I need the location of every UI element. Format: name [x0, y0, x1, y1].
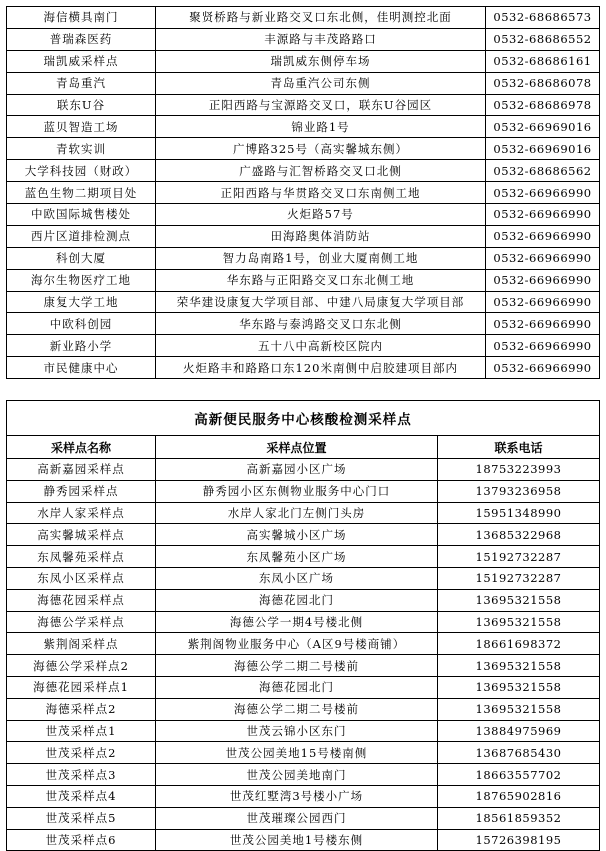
table-title-row	[7, 401, 600, 436]
cell-name: 静秀园采样点	[7, 480, 156, 502]
cell-phone: 15192732287	[438, 567, 600, 589]
cell-phone: 18561859352	[438, 807, 600, 829]
cell-name: 海尔生物医疗工地	[7, 269, 156, 291]
cell-phone: 0532-68686978	[486, 94, 600, 116]
cell-phone: 0532-66966990	[486, 291, 600, 313]
cell-name: 高新嘉园采样点	[7, 459, 156, 481]
cell-name: 世茂采样点6	[7, 829, 156, 851]
table-title: 高新便民服务中心核酸检测采样点	[7, 401, 600, 436]
cell-name: 世茂采样点5	[7, 807, 156, 829]
table-row	[7, 291, 600, 313]
cell-phone: 18753223993	[438, 459, 600, 481]
table-row	[7, 742, 600, 764]
cell-location: 世茂公园美地1号楼东侧	[156, 829, 438, 851]
cell-location: 五十八中高新校区院内	[156, 335, 486, 357]
cell-phone: 18765902816	[438, 785, 600, 807]
table-row	[7, 567, 600, 589]
cell-name: 西片区道排检测点	[7, 225, 156, 247]
cell-location: 海德公学二期二号楼前	[156, 655, 438, 677]
table-row	[7, 247, 600, 269]
cell-name: 科创大厦	[7, 247, 156, 269]
table-row	[7, 698, 600, 720]
cell-phone: 18663557702	[438, 764, 600, 786]
cell-name: 中欧国际城售楼处	[7, 204, 156, 226]
cell-location: 青岛重汽公司东侧	[156, 72, 486, 94]
header-location: 采样点位置	[156, 436, 438, 459]
cell-name: 世茂采样点1	[7, 720, 156, 742]
table-row	[7, 524, 600, 546]
cell-phone: 13695321558	[438, 611, 600, 633]
table-header-row	[7, 436, 600, 459]
cell-location: 聚贤桥路与新业路交叉口东北侧，佳明测控北面	[156, 7, 486, 29]
cell-location: 静秀园小区东侧物业服务中心门口	[156, 480, 438, 502]
table-row	[7, 807, 600, 829]
table-row	[7, 633, 600, 655]
cell-phone: 13793236958	[438, 480, 600, 502]
cell-name: 世茂采样点4	[7, 785, 156, 807]
cell-name: 海德公学采样点	[7, 611, 156, 633]
cell-phone: 0532-66966990	[486, 313, 600, 335]
table-row	[7, 269, 600, 291]
cell-name: 水岸人家采样点	[7, 502, 156, 524]
table-row	[7, 546, 600, 568]
cell-name: 东凤馨苑采样点	[7, 546, 156, 568]
cell-location: 荣华建设康复大学项目部、中建八局康复大学项目部	[156, 291, 486, 313]
cell-phone: 18661698372	[438, 633, 600, 655]
cell-location: 世茂公园美地15号楼南侧	[156, 742, 438, 764]
table-row	[7, 50, 600, 72]
cell-phone: 0532-66969016	[486, 116, 600, 138]
cell-location: 广博路325号（高实馨城东侧）	[156, 138, 486, 160]
sampling-points-table-1	[6, 6, 600, 379]
cell-phone: 15192732287	[438, 546, 600, 568]
table-row	[7, 335, 600, 357]
cell-name: 海德花园采样点	[7, 589, 156, 611]
cell-name: 海德公学采样点2	[7, 655, 156, 677]
table-row	[7, 720, 600, 742]
table-row	[7, 313, 600, 335]
cell-location: 正阳西路与宝源路交叉口，联东U谷园区	[156, 94, 486, 116]
table-row	[7, 785, 600, 807]
cell-name: 市民健康中心	[7, 357, 156, 379]
cell-name: 世茂采样点3	[7, 764, 156, 786]
cell-phone: 0532-66969016	[486, 138, 600, 160]
table-row	[7, 655, 600, 677]
table-row	[7, 204, 600, 226]
cell-location: 世茂璀璨公园西门	[156, 807, 438, 829]
table-row	[7, 94, 600, 116]
cell-name: 联东U谷	[7, 94, 156, 116]
table-row	[7, 459, 600, 481]
cell-name: 紫荆阁采样点	[7, 633, 156, 655]
table-row	[7, 829, 600, 851]
cell-location: 海德公学一期4号楼北侧	[156, 611, 438, 633]
cell-location: 高实馨城小区广场	[156, 524, 438, 546]
cell-name: 东凤小区采样点	[7, 567, 156, 589]
cell-phone: 0532-68686573	[486, 7, 600, 29]
cell-phone: 13695321558	[438, 698, 600, 720]
cell-phone: 0532-66966990	[486, 204, 600, 226]
cell-name: 海德采样点2	[7, 698, 156, 720]
cell-location: 广盛路与汇智桥路交叉口北侧	[156, 160, 486, 182]
cell-phone: 0532-68686562	[486, 160, 600, 182]
cell-name: 蓝色生物二期项目处	[7, 182, 156, 204]
cell-location: 东凤小区广场	[156, 567, 438, 589]
table-row	[7, 138, 600, 160]
cell-name: 青岛重汽	[7, 72, 156, 94]
cell-location: 东凤馨苑小区广场	[156, 546, 438, 568]
cell-name: 世茂采样点2	[7, 742, 156, 764]
cell-phone: 0532-68686552	[486, 28, 600, 50]
cell-location: 火炬路丰和路路口东120米南侧中启胶建项目部内	[156, 357, 486, 379]
cell-phone: 13687685430	[438, 742, 600, 764]
cell-phone: 0532-66966990	[486, 247, 600, 269]
cell-name: 海德花园采样点1	[7, 676, 156, 698]
cell-name: 海信横具南门	[7, 7, 156, 29]
cell-location: 高新嘉园小区广场	[156, 459, 438, 481]
header-name: 采样点名称	[7, 436, 156, 459]
cell-name: 中欧科创园	[7, 313, 156, 335]
table-row	[7, 225, 600, 247]
cell-location: 火炬路57号	[156, 204, 486, 226]
cell-phone: 0532-66966990	[486, 335, 600, 357]
cell-location: 海德花园北门	[156, 676, 438, 698]
cell-phone: 15726398195	[438, 829, 600, 851]
cell-location: 紫荆阁物业服务中心（A区9号楼商铺）	[156, 633, 438, 655]
table-row	[7, 589, 600, 611]
cell-phone: 0532-68686078	[486, 72, 600, 94]
cell-location: 海德公学二期二号楼前	[156, 698, 438, 720]
table-row	[7, 28, 600, 50]
table-row	[7, 357, 600, 379]
cell-name: 大学科技园（财政）	[7, 160, 156, 182]
cell-location: 世茂云锦小区东门	[156, 720, 438, 742]
cell-location: 水岸人家北门左侧门头房	[156, 502, 438, 524]
cell-location: 丰源路与丰茂路路口	[156, 28, 486, 50]
table-row	[7, 611, 600, 633]
cell-phone: 13695321558	[438, 589, 600, 611]
table-row	[7, 764, 600, 786]
cell-location: 华东路与正阳路交叉口东北侧工地	[156, 269, 486, 291]
cell-location: 华东路与泰鸿路交叉口东北侧	[156, 313, 486, 335]
cell-location: 世茂公园美地南门	[156, 764, 438, 786]
cell-phone: 0532-66966990	[486, 269, 600, 291]
cell-location: 世茂红墅湾3号楼小广场	[156, 785, 438, 807]
cell-location: 田海路奥体消防站	[156, 225, 486, 247]
table-row	[7, 676, 600, 698]
cell-phone: 0532-68686161	[486, 50, 600, 72]
cell-location: 锦业路1号	[156, 116, 486, 138]
cell-location: 智力岛南路1号，创业大厦南侧工地	[156, 247, 486, 269]
cell-location: 海德花园北门	[156, 589, 438, 611]
cell-name: 新业路小学	[7, 335, 156, 357]
header-phone: 联系电话	[438, 436, 600, 459]
table-row	[7, 72, 600, 94]
cell-name: 青软实训	[7, 138, 156, 160]
sampling-points-table-2	[6, 400, 600, 851]
cell-name: 康复大学工地	[7, 291, 156, 313]
cell-name: 蓝贝智造工场	[7, 116, 156, 138]
table-row	[7, 7, 600, 29]
cell-location: 正阳西路与华贯路交叉口东南侧工地	[156, 182, 486, 204]
cell-phone: 13695321558	[438, 676, 600, 698]
cell-phone: 13884975969	[438, 720, 600, 742]
cell-location: 瑞凯威东侧停车场	[156, 50, 486, 72]
cell-phone: 0532-66966990	[486, 225, 600, 247]
cell-name: 普瑞森医药	[7, 28, 156, 50]
cell-phone: 13685322968	[438, 524, 600, 546]
cell-name: 瑞凯威采样点	[7, 50, 156, 72]
table-row	[7, 182, 600, 204]
table-row	[7, 160, 600, 182]
table-row	[7, 480, 600, 502]
cell-phone: 13695321558	[438, 655, 600, 677]
table-row	[7, 116, 600, 138]
cell-name: 高实馨城采样点	[7, 524, 156, 546]
table-row	[7, 502, 600, 524]
cell-phone: 0532-66966990	[486, 182, 600, 204]
cell-phone: 15951348990	[438, 502, 600, 524]
cell-phone: 0532-66966990	[486, 357, 600, 379]
